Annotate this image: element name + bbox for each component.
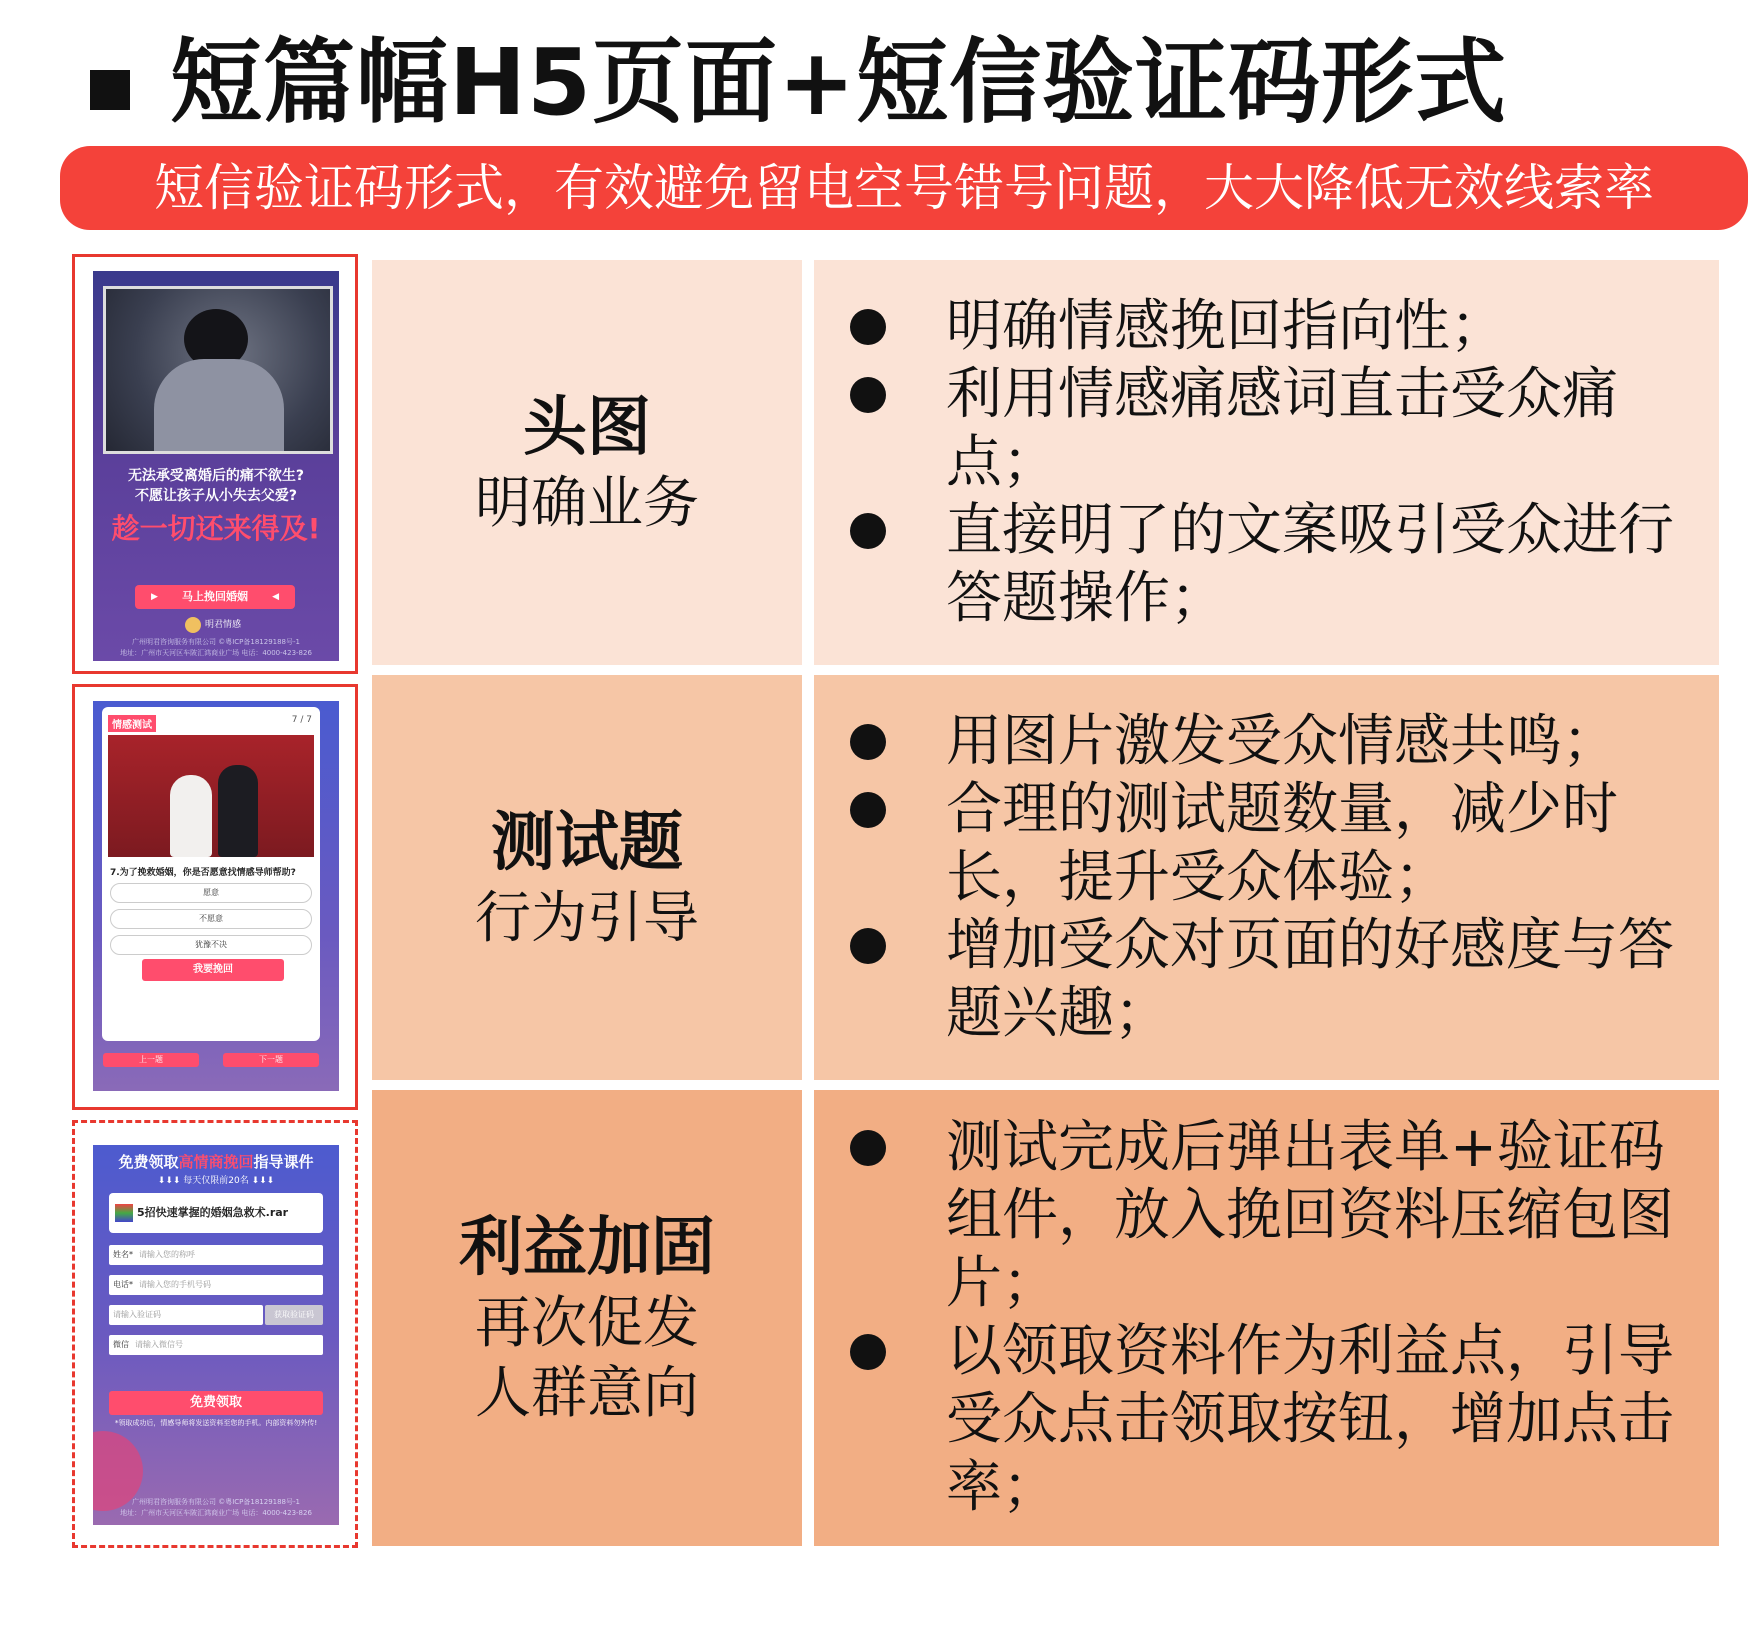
couple-photo — [108, 735, 314, 857]
square-bullet-icon — [90, 70, 130, 110]
hero-photo — [103, 286, 333, 454]
bullet-item: 用图片激发受众情感共鸣； — [832, 708, 1719, 776]
restore-button[interactable]: 我要挽回 — [142, 959, 284, 981]
label-subtitle: 明确业务 — [475, 470, 699, 536]
restore-marriage-label: 马上挽回婚姻 — [182, 590, 248, 603]
label-title: 利益加固 — [459, 1211, 715, 1285]
hero-headline: 趁一切还来得及! — [111, 512, 321, 545]
download-file-card — [109, 1193, 323, 1233]
phone-mockup-quiz — [93, 701, 339, 1091]
form-footer-1: 广州明君咨询服务有限公司 ©粤ICP备18129188号-1 — [131, 1498, 300, 1506]
form-subtitle: ⬇⬇⬇ 每天仅限前20名 ⬇⬇⬇ — [157, 1176, 275, 1186]
get-code-button[interactable]: 获取验证码 — [265, 1305, 323, 1325]
archive-icon — [115, 1204, 133, 1222]
screenshot-frame-form — [72, 1120, 358, 1548]
label-cell-quiz — [372, 675, 802, 1080]
screenshot-frame-quiz — [72, 684, 358, 1110]
page-title: 短篇幅H5页面+短信验证码形式 — [170, 29, 1508, 136]
bullet-dot-icon — [850, 724, 886, 760]
file-name: 5招快速掌握的婚姻急救术.rar — [137, 1206, 289, 1219]
bullet-dot-icon — [850, 513, 886, 549]
name-field[interactable]: 姓名* 请输入您的称呼 — [109, 1245, 323, 1265]
bullet-dot-icon — [850, 1334, 886, 1370]
verification-code-field[interactable]: 请输入验证码 — [109, 1305, 263, 1325]
quiz-option[interactable]: 犹豫不决 — [110, 935, 312, 955]
brand-name: 明君情感 — [205, 620, 242, 630]
bullet-dot-icon — [850, 1130, 886, 1166]
bullet-item: 测试完成后弹出表单+验证码组件，放入挽回资料压缩包图片； — [832, 1114, 1719, 1318]
hero-footer-2: 地址：广州市天河区车陂汇鸿商业广场 电话：4000-423-826 — [120, 649, 312, 657]
bullet-item: 利用情感痛感词直击受众痛点； — [832, 361, 1719, 497]
bullet-item: 增加受众对页面的好感度与答题兴趣； — [832, 912, 1719, 1048]
phone-mockup-form — [93, 1145, 339, 1525]
logo-mark-icon — [185, 617, 201, 633]
bullet-dot-icon — [850, 928, 886, 964]
hero-line-1: 无法承受离婚后的痛不欲生? — [127, 468, 305, 484]
screenshot-frame-hero — [72, 254, 358, 674]
label-title: 测试题 — [491, 805, 683, 880]
prev-question-button[interactable]: 上一题 — [103, 1053, 199, 1067]
form-note: *领取成功后，情感导师将发送资料至您的手机。内部资料勿外传! — [114, 1419, 318, 1427]
bullet-dot-icon — [850, 377, 886, 413]
label-subtitle: 行为引导 — [475, 885, 699, 951]
bullet-item: 合理的测试题数量，减少时长，提升受众体验； — [832, 776, 1719, 912]
hero-footer-1: 广州明君咨询服务有限公司 ©粤ICP备18129188号-1 — [131, 638, 300, 646]
quiz-option[interactable]: 不愿意 — [110, 909, 312, 929]
desc-cell-quiz — [814, 675, 1719, 1080]
highlight-banner: 短信验证码形式，有效避免留电空号错号问题，大大降低无效线索率 — [60, 146, 1748, 230]
brand-logo — [185, 615, 247, 635]
quiz-card — [102, 707, 320, 1041]
quiz-tag: 情感测试 — [108, 715, 156, 732]
wechat-field[interactable]: 微信 请输入微信号 — [109, 1335, 323, 1355]
desc-cell-benefit — [814, 1090, 1719, 1546]
label-subtitle: 再次促发人群意向 — [475, 1291, 699, 1426]
title-row — [0, 22, 1761, 136]
quiz-page-counter: 7 / 7 — [291, 715, 312, 725]
phone-field[interactable]: 电话* 请输入您的手机号码 — [109, 1275, 323, 1295]
bullet-item: 以领取资料作为利益点，引导受众点击领取按钮，增加点击率； — [832, 1318, 1719, 1522]
quiz-question: 7.为了挽救婚姻，你是否愿意找情感导师帮助? — [110, 868, 296, 878]
play-left-icon: ◀ — [272, 592, 279, 602]
label-cell-hero — [372, 260, 802, 665]
bullet-dot-icon — [850, 792, 886, 828]
hero-line-2: 不愿让孩子从小失去父爱? — [134, 488, 298, 504]
play-right-icon: ▶ — [151, 592, 158, 602]
label-title: 头图 — [523, 390, 651, 465]
next-question-button[interactable]: 下一题 — [223, 1053, 319, 1067]
phone-mockup-hero — [93, 271, 339, 661]
free-claim-button[interactable]: 免费领取 — [109, 1391, 323, 1415]
bullet-dot-icon — [850, 309, 886, 345]
restore-marriage-button[interactable] — [135, 585, 295, 609]
form-footer-2: 地址：广州市天河区车陂汇鸿商业广场 电话：4000-423-826 — [120, 1509, 312, 1517]
bullet-item: 直接明了的文案吸引受众进行答题操作； — [832, 497, 1719, 633]
form-title: 免费领取高情商挽回指导课件 — [118, 1153, 314, 1171]
label-cell-benefit — [372, 1090, 802, 1546]
bullet-item: 明确情感挽回指向性； — [832, 293, 1719, 361]
quiz-option[interactable]: 愿意 — [110, 883, 312, 903]
desc-cell-hero — [814, 260, 1719, 665]
